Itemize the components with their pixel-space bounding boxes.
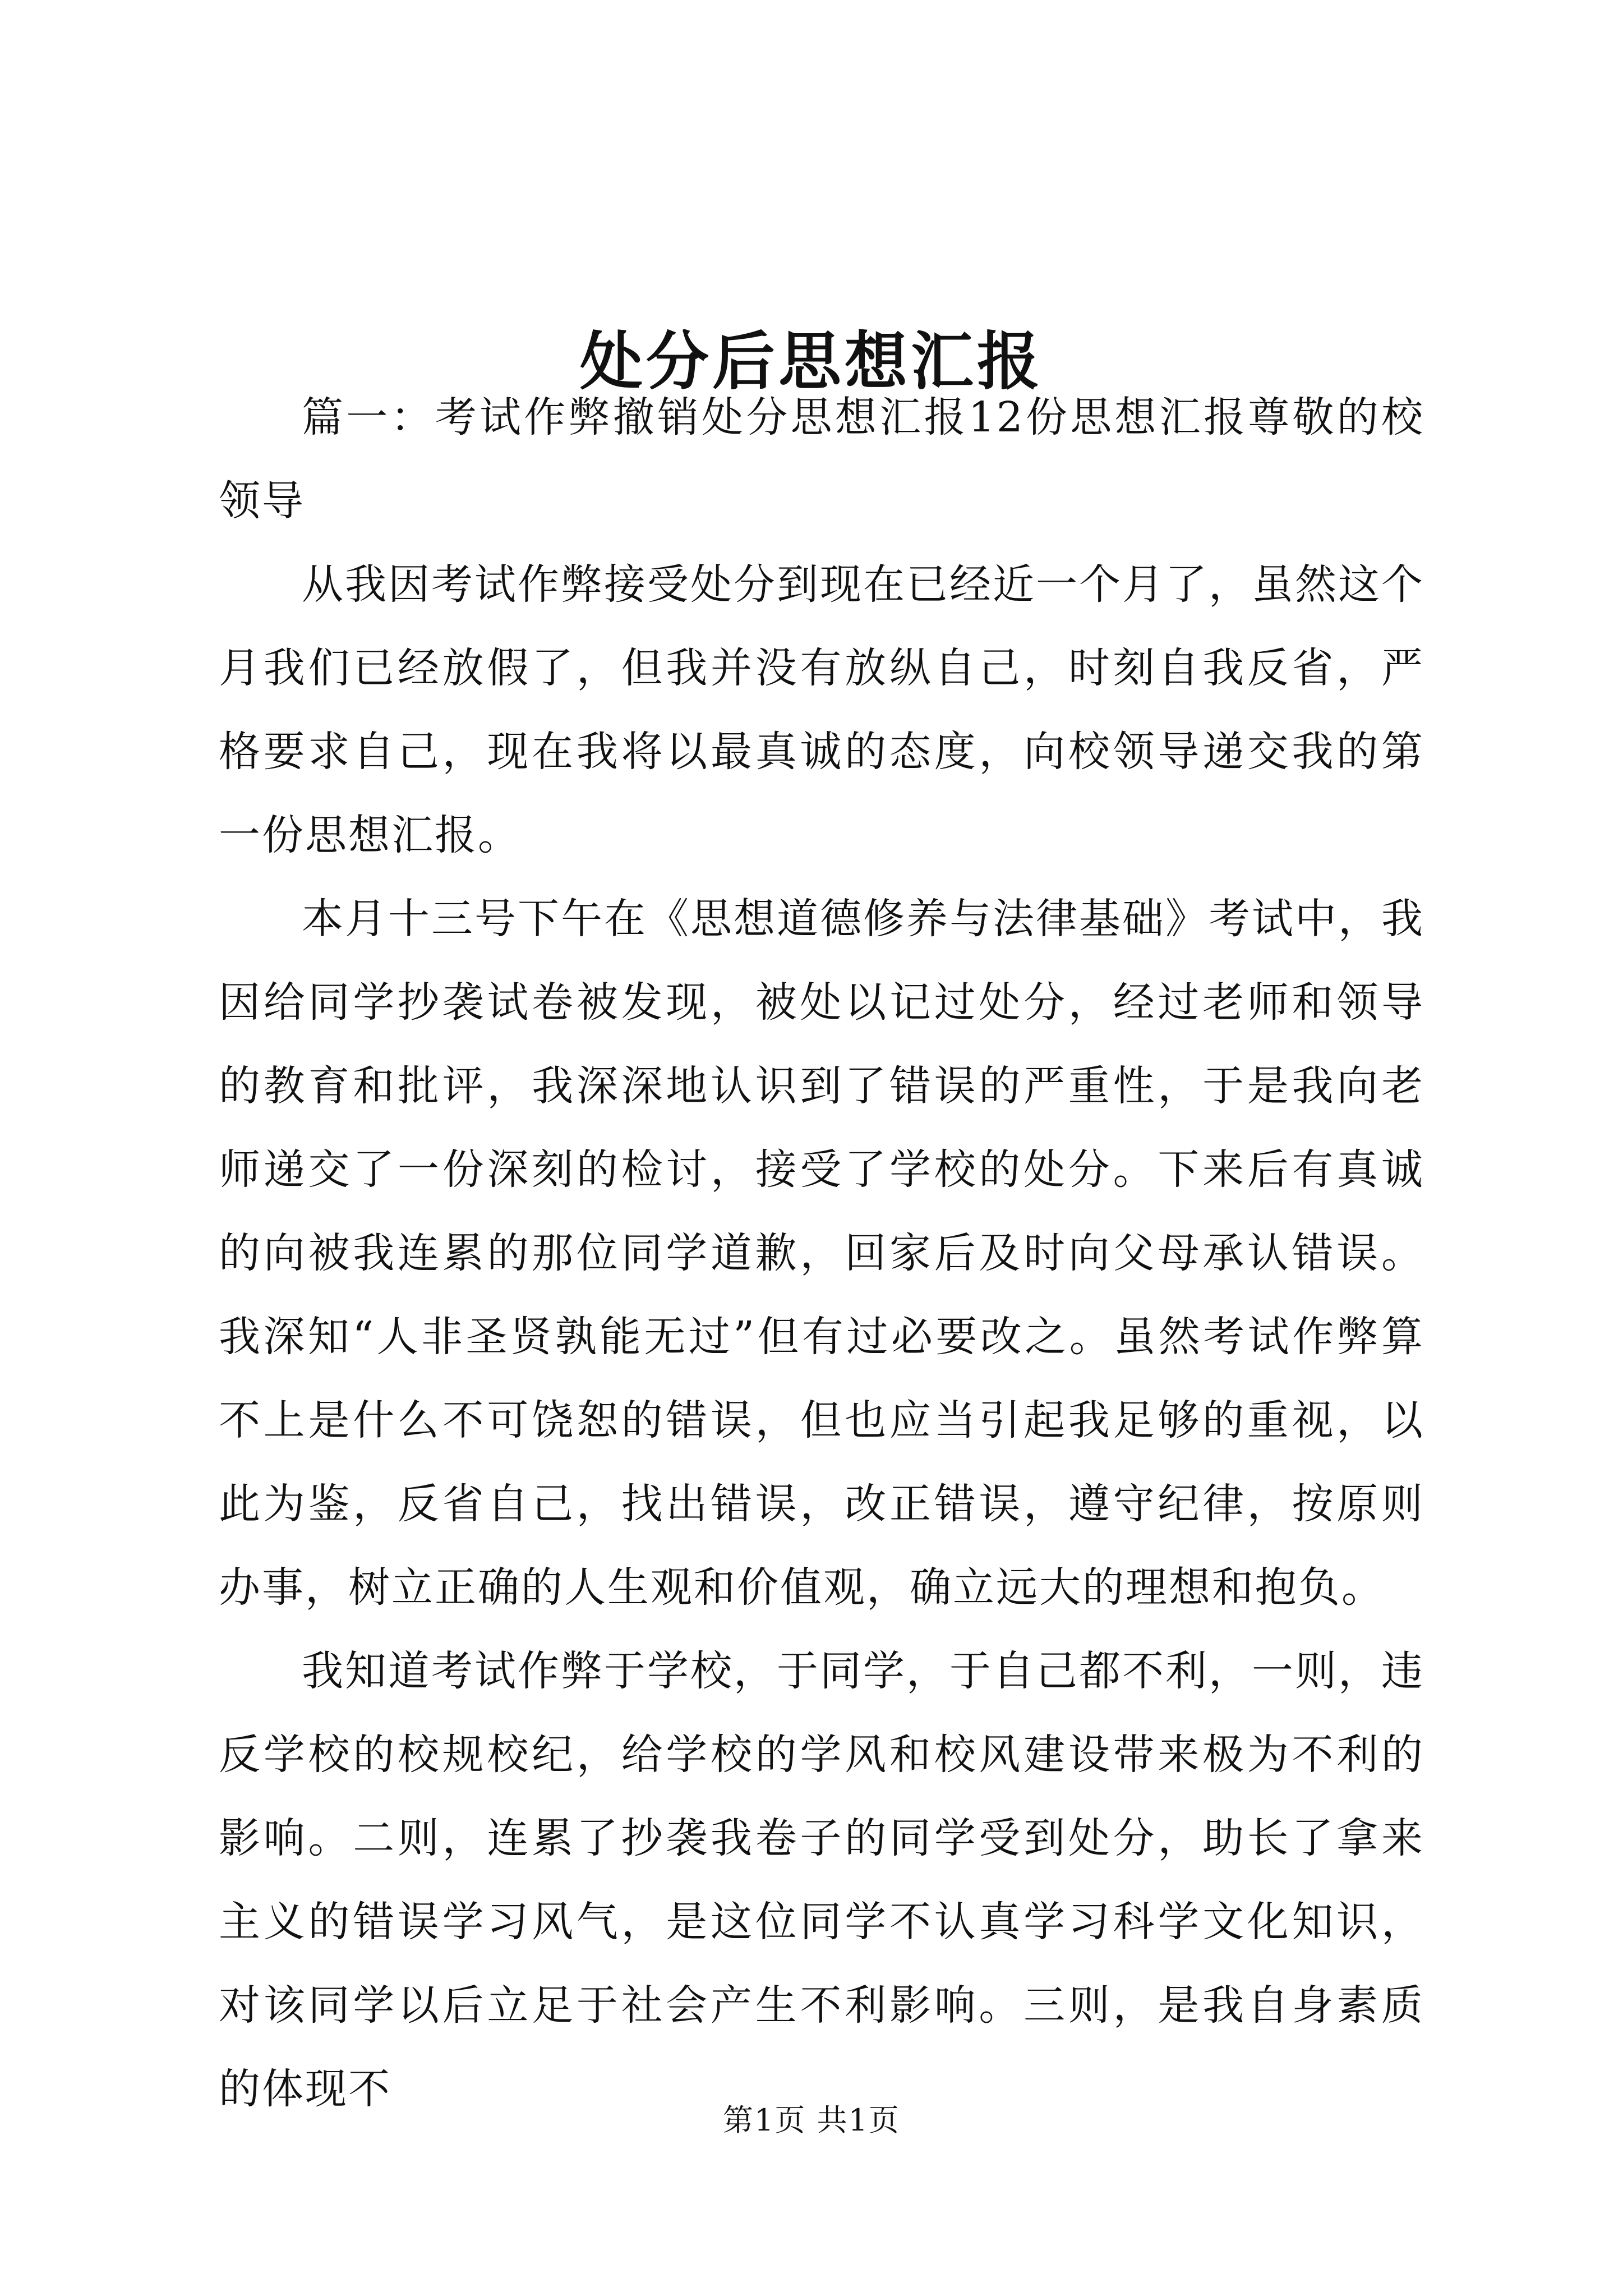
document-title: 处分后思想汇报 xyxy=(580,325,1043,399)
paragraph-heading: 篇一：考试作弊撤销处分思想汇报12份思想汇报尊敬的校领导 xyxy=(219,393,1424,525)
paragraph: 我知道考试作弊于学校，于同学，于自己都不利，一则，违反学校的校规校纪，给学校的学风和校风建设带来极为不利的影响。二则，连累了抄袭我卷子的同学受到处分，助长了拿来主义的错误学习风气，是这位同学不认真学习科学文化知识，对该同学以后立足于社会产生不利影响。三则，是我自身素质的体现不 xyxy=(219,1647,1424,2113)
paragraph: 本月十三号下午在《思想道德修养与法律基础》考试中，我因给同学抄袭试卷被发现，被处以记过处分，经过老师和领导的教育和批评，我深深地认识到了错误的严重性，于是我向老师递交了一份深刻的检讨，接受了学校的处分。下来后有真诚的向被我连累的那位同学道歉，回家后及时向父母承认错误。我深知“人非圣贤孰能无过”但有过必要改之。虽然考试作弊算不上是什么不可饶恕的错误，但也应当引起我足够的重视，以此为鉴，反省自己，找出错误，改正错误，遵守纪律，按原则办事，树立正确的人生观和价值观，确立远大的理想和抱负。 xyxy=(219,895,1424,1612)
paragraph: 从我因考试作弊接受处分到现在已经近一个月了，虽然这个月我们已经放假了，但我并没有放纵自己，时刻自我反省，严格要求自己，现在我将以最真诚的态度，向校领导递交我的第一份思想汇报。 xyxy=(219,560,1424,859)
document-body xyxy=(219,376,1424,2131)
page-footer: 第1页 共1页 xyxy=(723,2102,900,2138)
